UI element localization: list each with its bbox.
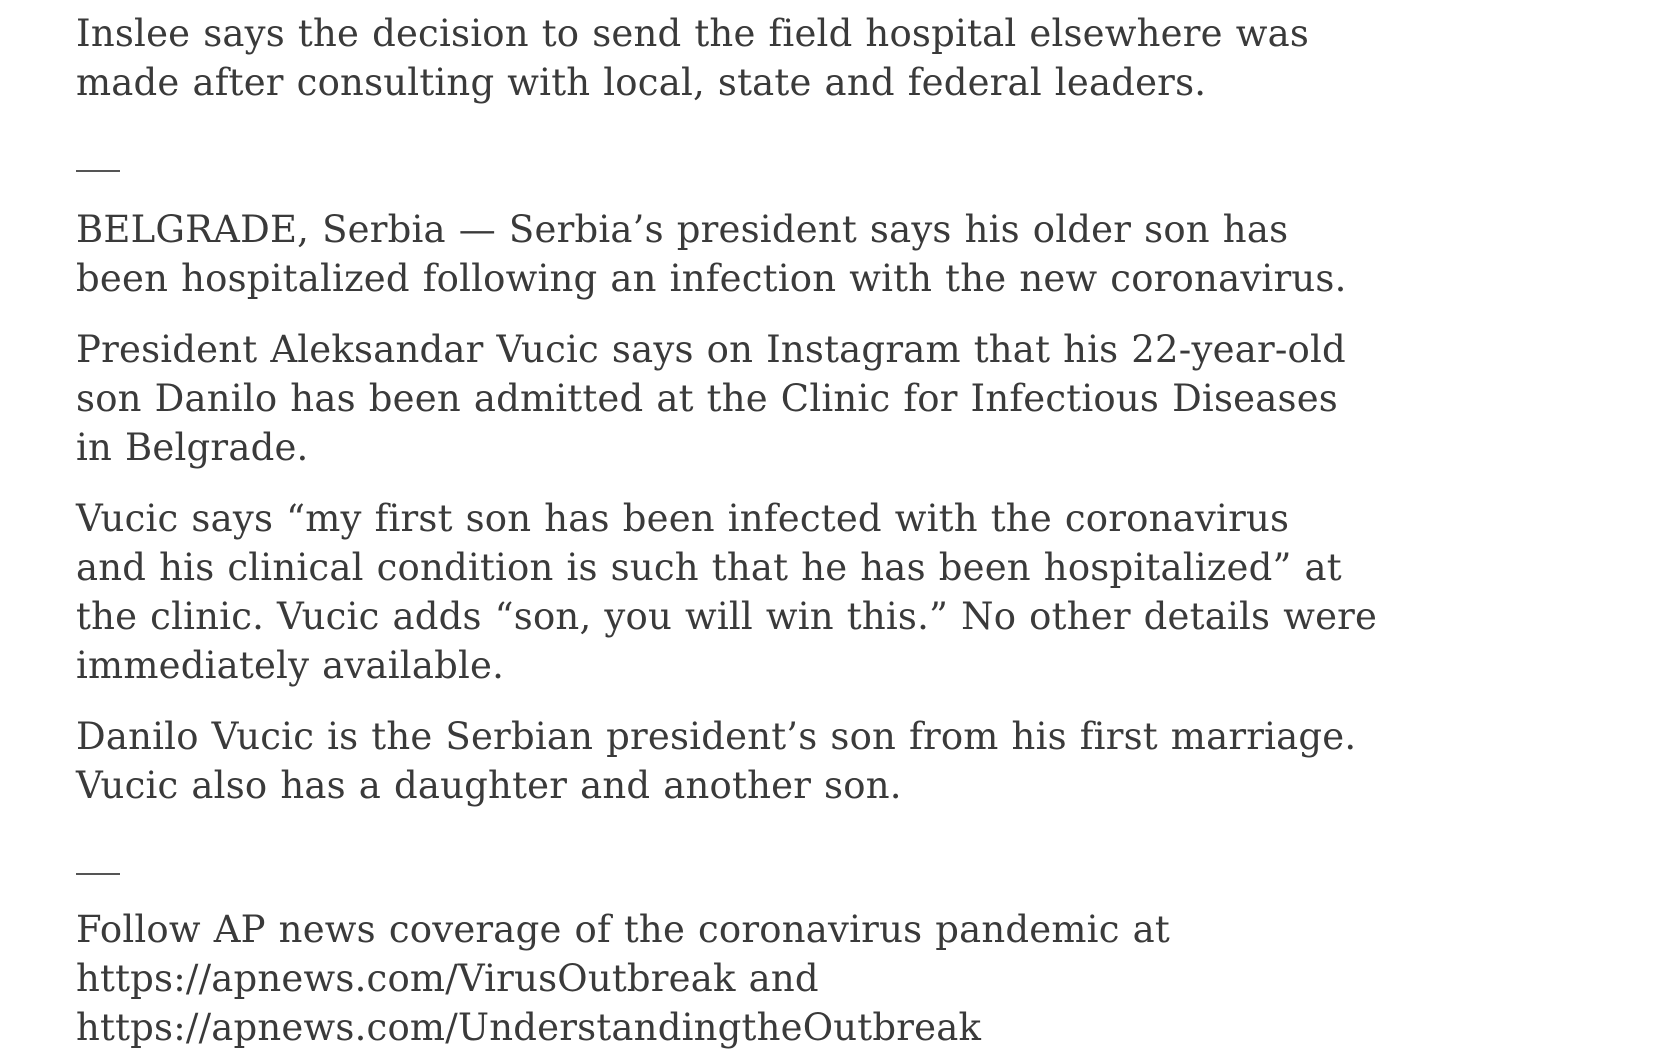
link-joiner: and [735, 957, 819, 1000]
paragraph-line [76, 954, 1616, 1003]
dateline-paragraph [76, 205, 1616, 303]
paragraph-line: Vucic also has a daughter and another son. [76, 764, 902, 807]
paragraph-line: Inslee says the decision to send the field hospital elsewhere was [76, 12, 1310, 55]
instagram-paragraph [76, 325, 1616, 472]
paragraph-line: Vucic says “my first son has been infected with the coronavirus [76, 497, 1290, 540]
paragraph-line: BELGRADE, Serbia — Serbia’s president says his older son has [76, 208, 1289, 251]
paragraph-line: Danilo Vucic is the Serbian president’s son from his first marriage. [76, 715, 1357, 758]
paragraph-line: President Aleksandar Vucic says on Instagram that his 22-year-old [76, 328, 1346, 371]
paragraph-line: been hospitalized following an infection with the new coronavirus. [76, 257, 1347, 300]
paragraph-line: made after consulting with local, state and federal leaders. [76, 61, 1207, 104]
paragraph-line: in Belgrade. [76, 426, 309, 469]
paragraph-line: immediately available. [76, 644, 505, 687]
paragraph-line: son Danilo has been admitted at the Clinic for Infectious Diseases [76, 377, 1338, 420]
family-paragraph [76, 712, 1616, 810]
section-separator [76, 873, 120, 875]
section-separator [76, 170, 120, 172]
paragraph-line: and his clinical condition is such that he has been hospitalized” at [76, 546, 1342, 589]
virus-outbreak-link[interactable]: https://apnews.com/VirusOutbreak [76, 957, 736, 1000]
paragraph-line [76, 1003, 1616, 1052]
understanding-outbreak-link[interactable]: https://apnews.com/UnderstandingtheOutbreak [76, 1006, 982, 1049]
article-body [76, 0, 1616, 1052]
paragraph-line: Follow AP news coverage of the coronavirus pandemic at [76, 908, 1170, 951]
paragraph-line: the clinic. Vucic adds “son, you will win this.” No other details were [76, 595, 1378, 638]
coverage-footer [76, 905, 1616, 1052]
intro-paragraph [76, 9, 1616, 107]
quote-paragraph [76, 494, 1616, 690]
